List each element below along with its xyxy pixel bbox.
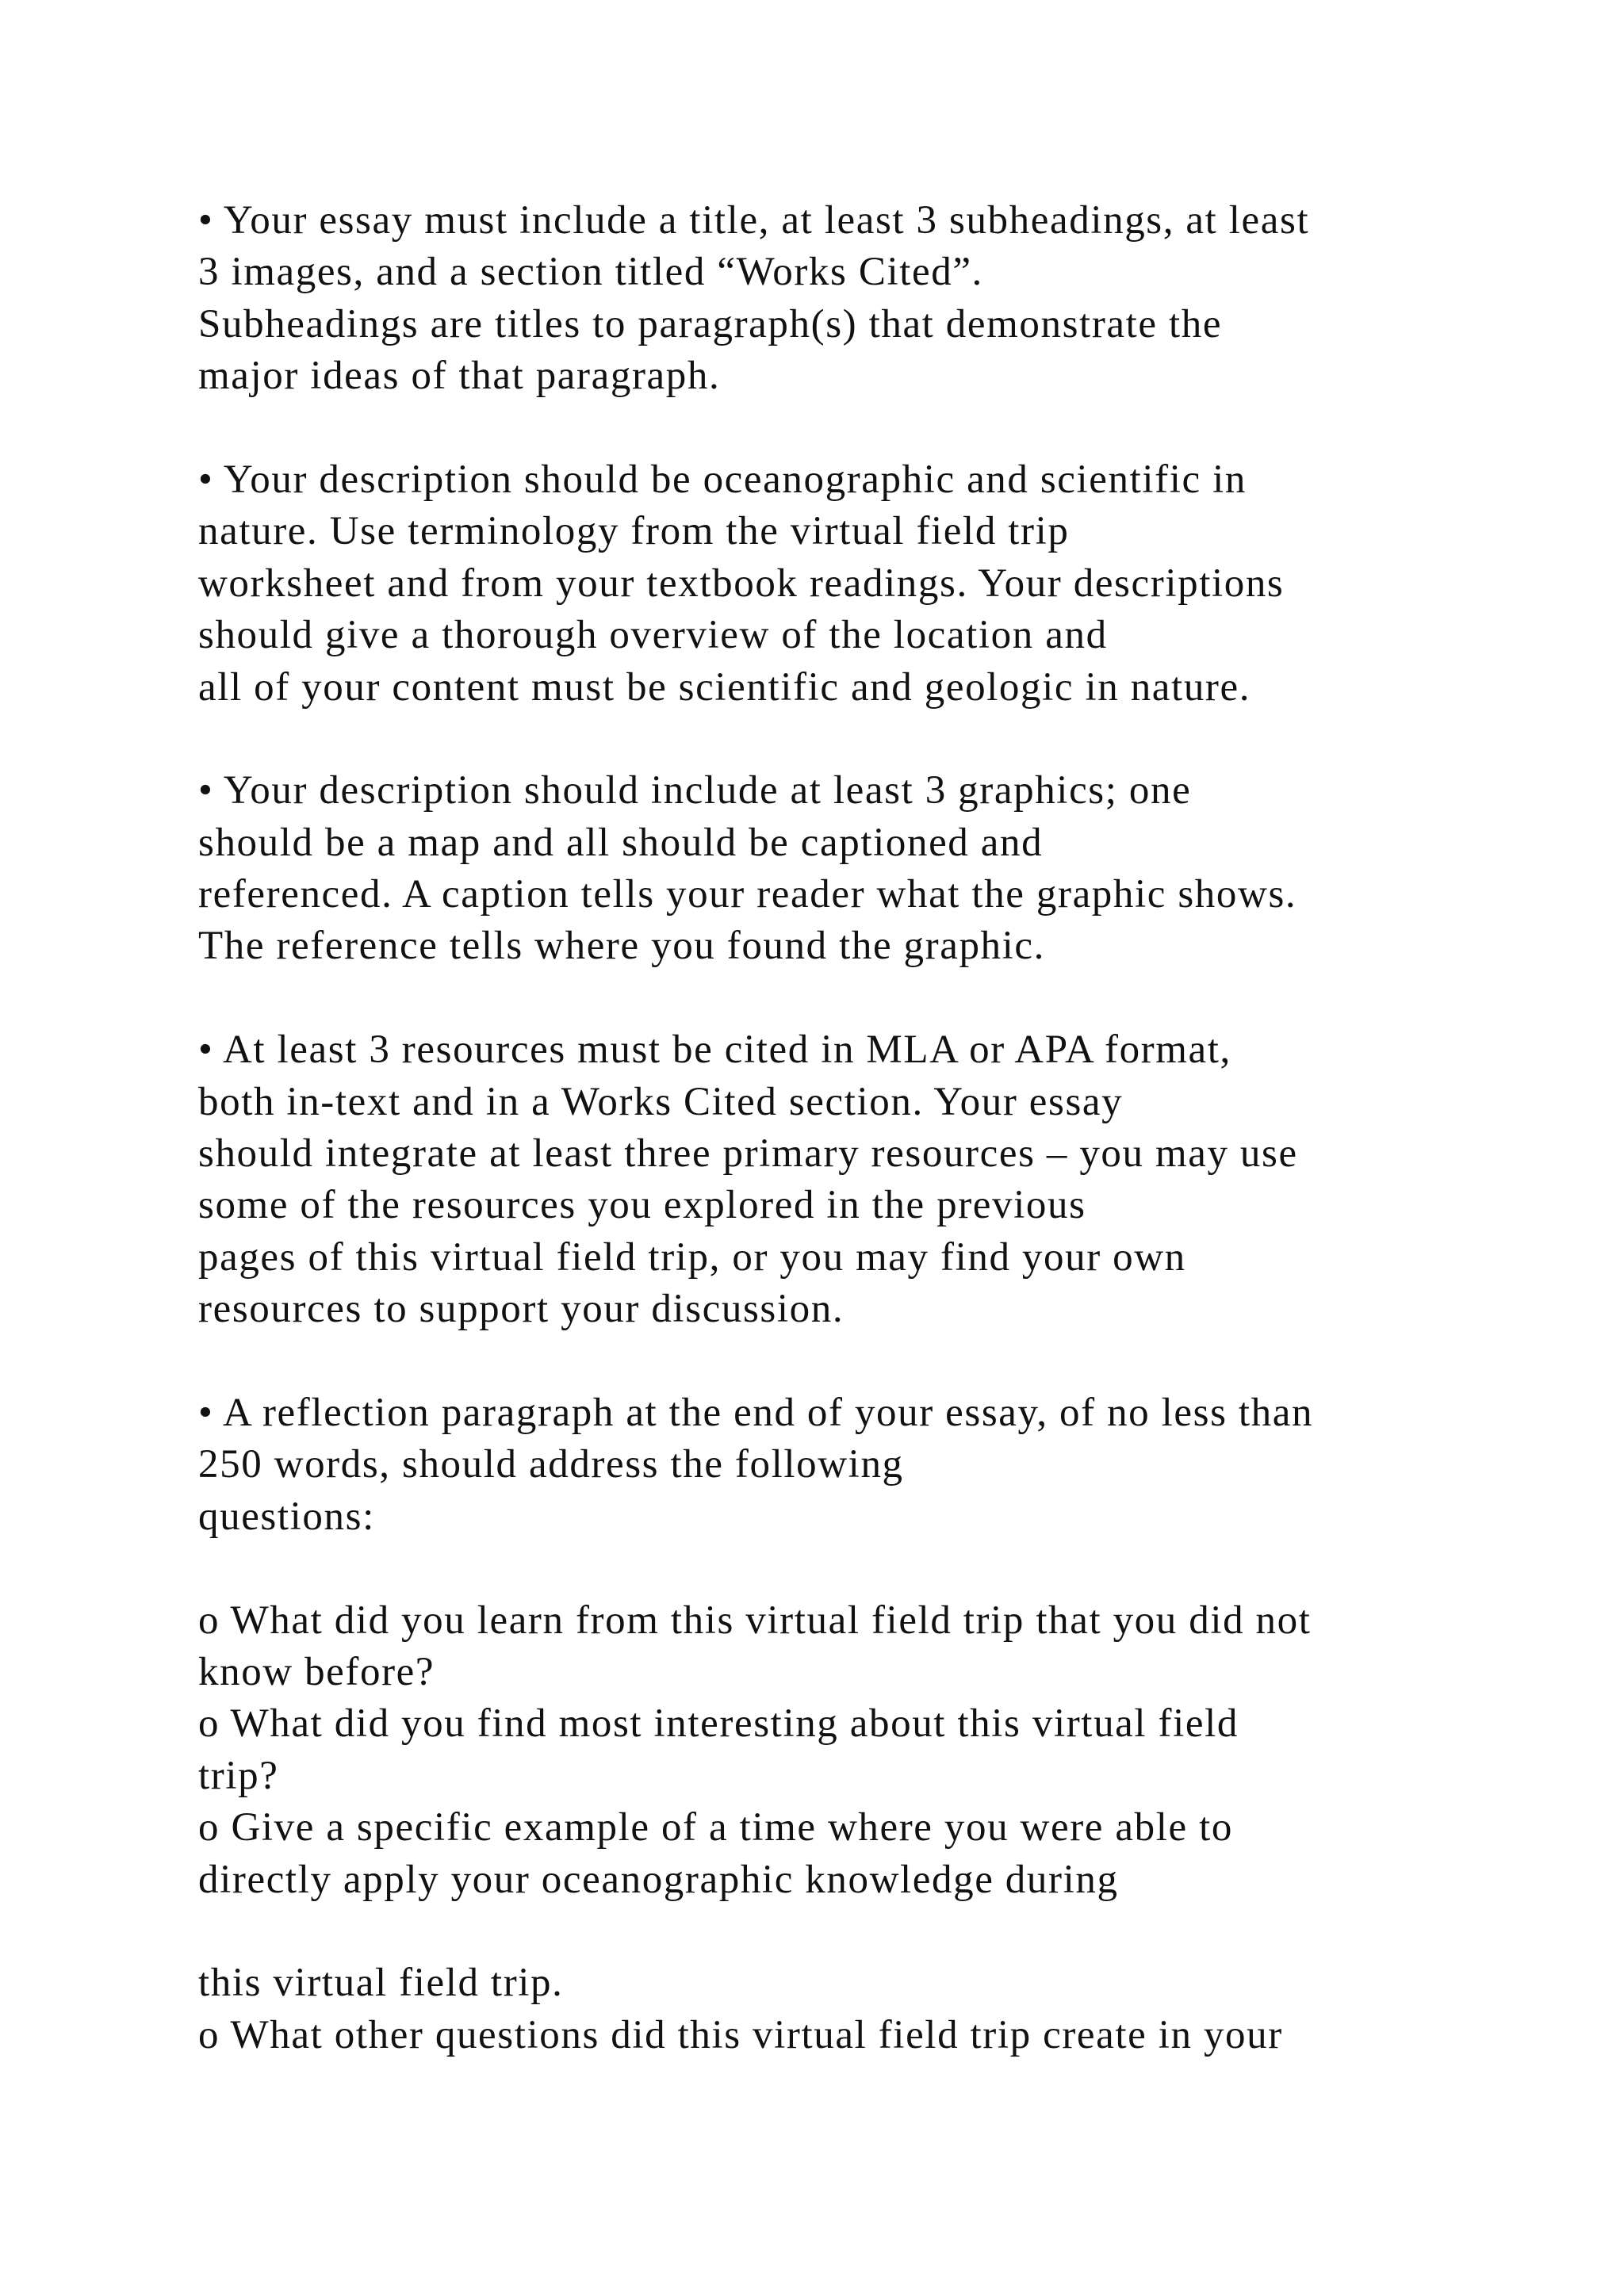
- text-line: nature. Use terminology from the virtual field trip: [198, 509, 1070, 554]
- text-line: resources to support your discussion.: [198, 1287, 845, 1332]
- text-line: • Your description should include at least 3 graphics; one: [198, 768, 1192, 813]
- text-line: • Your essay must include a title, at least 3 subheadings, at least: [198, 198, 1310, 243]
- text-line: all of your content must be scientific and geologic in nature.: [198, 664, 1251, 710]
- paragraph-gap: [198, 1336, 1610, 1387]
- text-line: major ideas of that paragraph.: [198, 354, 721, 399]
- text-line: o What did you find most interesting about this virtual field: [198, 1701, 1239, 1747]
- text-line: 3 images, and a section titled “Works Cited”.: [198, 250, 983, 295]
- text-line: know before?: [198, 1649, 435, 1694]
- text-line: • At least 3 resources must be cited in MLA or APA format,: [198, 1027, 1231, 1073]
- text-line: should give a thorough overview of the location and: [198, 613, 1108, 658]
- text-line: questions:: [198, 1494, 375, 1539]
- text-line: directly apply your oceanographic knowledge during: [198, 1857, 1119, 1902]
- text-line: Subheadings are titles to paragraph(s) that demonstrate the: [198, 301, 1223, 346]
- document-text: [198, 195, 1610, 2061]
- paragraph-gap: [198, 714, 1610, 765]
- paragraph-gap: [198, 1543, 1610, 1594]
- text-line: should be a map and all should be captioned and: [198, 820, 1044, 865]
- text-line: • Your description should be oceanographic and scientific in: [198, 457, 1247, 502]
- text-line: o Give a specific example of a time where you were able to: [198, 1805, 1233, 1850]
- text-line: some of the resources you explored in the previous: [198, 1183, 1086, 1228]
- paragraph-gap: [198, 403, 1610, 454]
- paragraph-gap: [198, 1906, 1610, 1957]
- text-line: • A reflection paragraph at the end of your essay, of no less than: [198, 1390, 1314, 1435]
- text-line: referenced. A caption tells your reader what the graphic shows.: [198, 872, 1297, 917]
- text-line: o What other questions did this virtual field trip create in your: [198, 2012, 1283, 2057]
- text-line: pages of this virtual field trip, or you may find your own: [198, 1234, 1186, 1280]
- text-line: this virtual field trip.: [198, 1961, 564, 2006]
- paragraph-gap: [198, 973, 1610, 1024]
- text-line: both in-text and in a Works Cited section. Your essay: [198, 1079, 1124, 1124]
- text-line: The reference tells where you found the graphic.: [198, 924, 1046, 969]
- text-line: worksheet and from your textbook readings. Your descriptions: [198, 561, 1285, 606]
- text-line: trip?: [198, 1753, 279, 1798]
- text-line: should integrate at least three primary resources – you may use: [198, 1131, 1298, 1177]
- text-line: o What did you learn from this virtual field trip that you did not: [198, 1598, 1312, 1643]
- text-line: 250 words, should address the following: [198, 1442, 904, 1487]
